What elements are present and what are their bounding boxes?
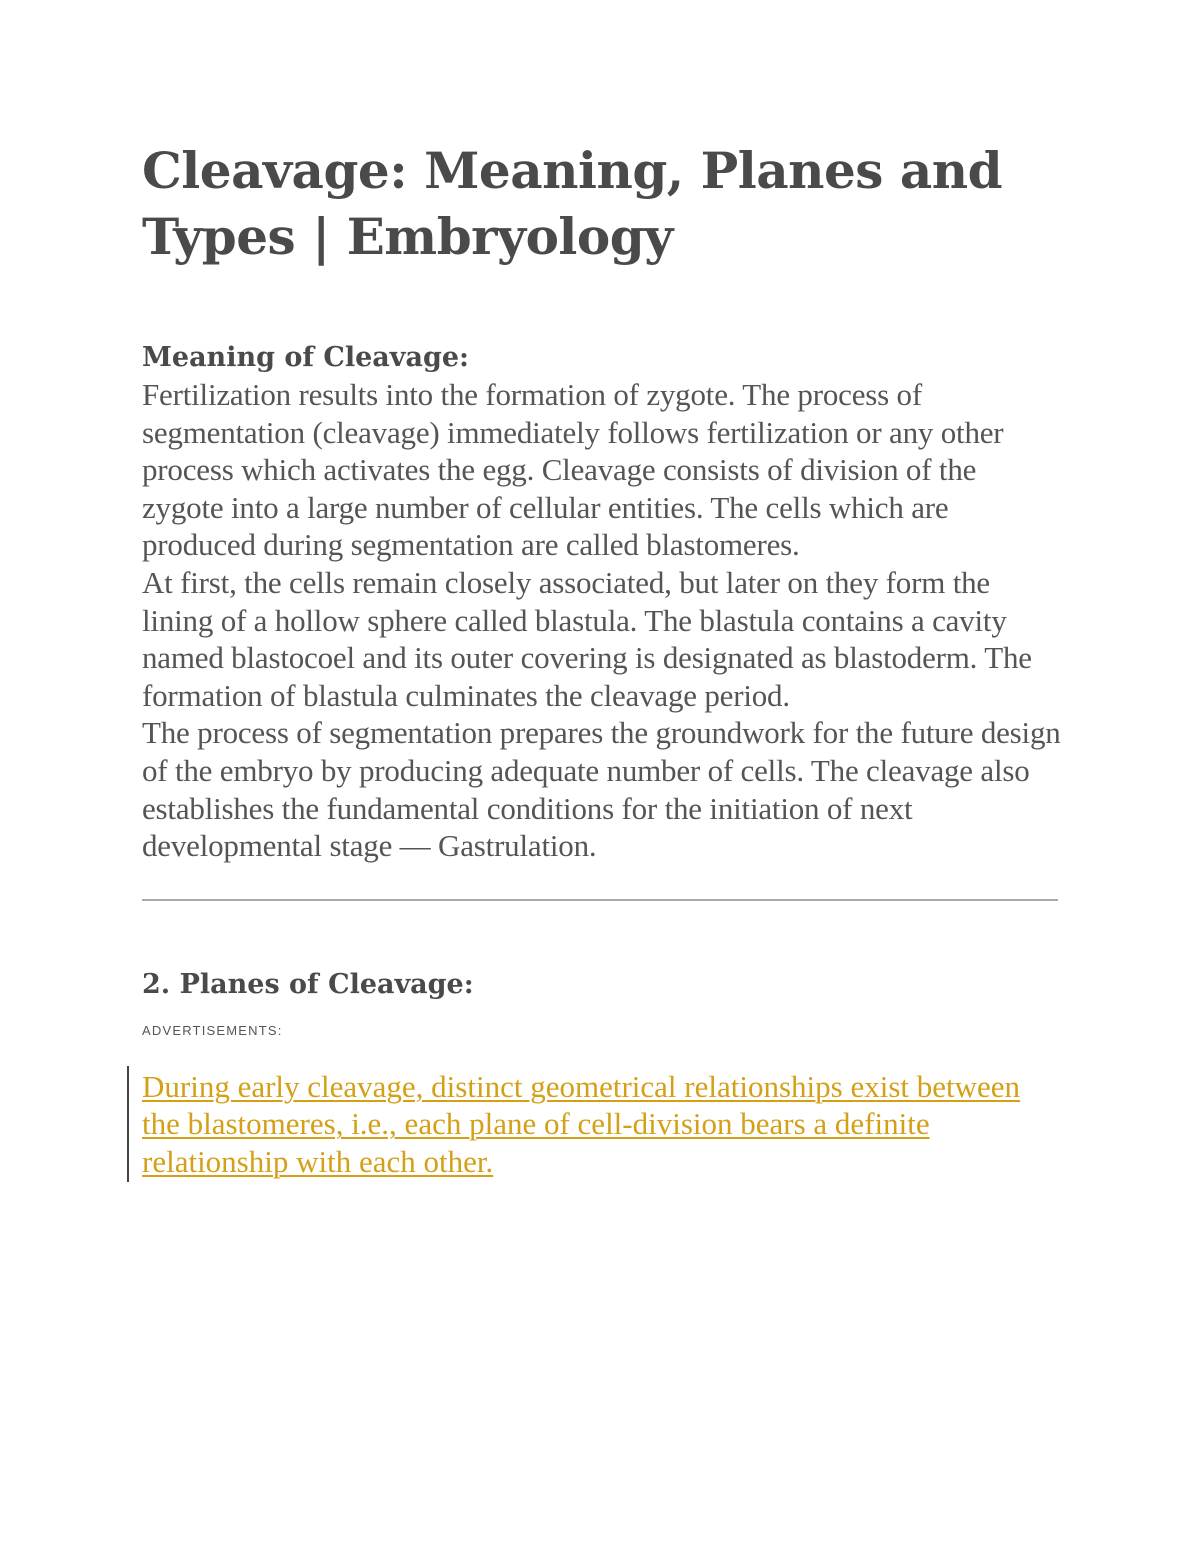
text-cursor-bar bbox=[127, 1066, 129, 1182]
section-divider bbox=[142, 899, 1058, 901]
paragraph-segmentation: The process of segmentation prepares the groundwork for the future design of the embryo by producing adequate number of cells. The cleavage also establishes the fundamental conditions for the initiation of next developmental stage — Gastrulation. bbox=[142, 715, 1061, 864]
article-title: Cleavage: Meaning, Planes and Types | Embryology bbox=[142, 141, 1003, 266]
advertisements-label: ADVERTISEMENTS: bbox=[142, 1022, 283, 1038]
meaning-heading: Meaning of Cleavage: bbox=[142, 342, 470, 373]
paragraph-fertilization: Fertilization results into the formation of zygote. The process of segmentation (cleavage) immediately follows fertilization or any other process which activates the egg. Cleavage consists of division of the zygote into a large number of cellular entities. The cells which are produced during segmentation are called blastomeres. bbox=[142, 377, 1004, 563]
highlight-link[interactable]: During early cleavage, distinct geometrical relationships exist between the blastomeres, i.e., each plane of cell-division bears a definite relationship with each other. bbox=[142, 1068, 1021, 1179]
paragraph-blastula: At first, the cells remain closely associated, but later on they form the lining of a hollow sphere called blastula. The blastula contains a cavity named blastocoel and its outer covering is designated as blastoderm. The formation of blastula culminates the cleavage period. bbox=[142, 564, 1032, 713]
highlight-block bbox=[142, 1068, 1062, 1181]
article-page bbox=[142, 138, 1062, 1181]
planes-heading: 2. Planes of Cleavage: bbox=[142, 968, 474, 1000]
